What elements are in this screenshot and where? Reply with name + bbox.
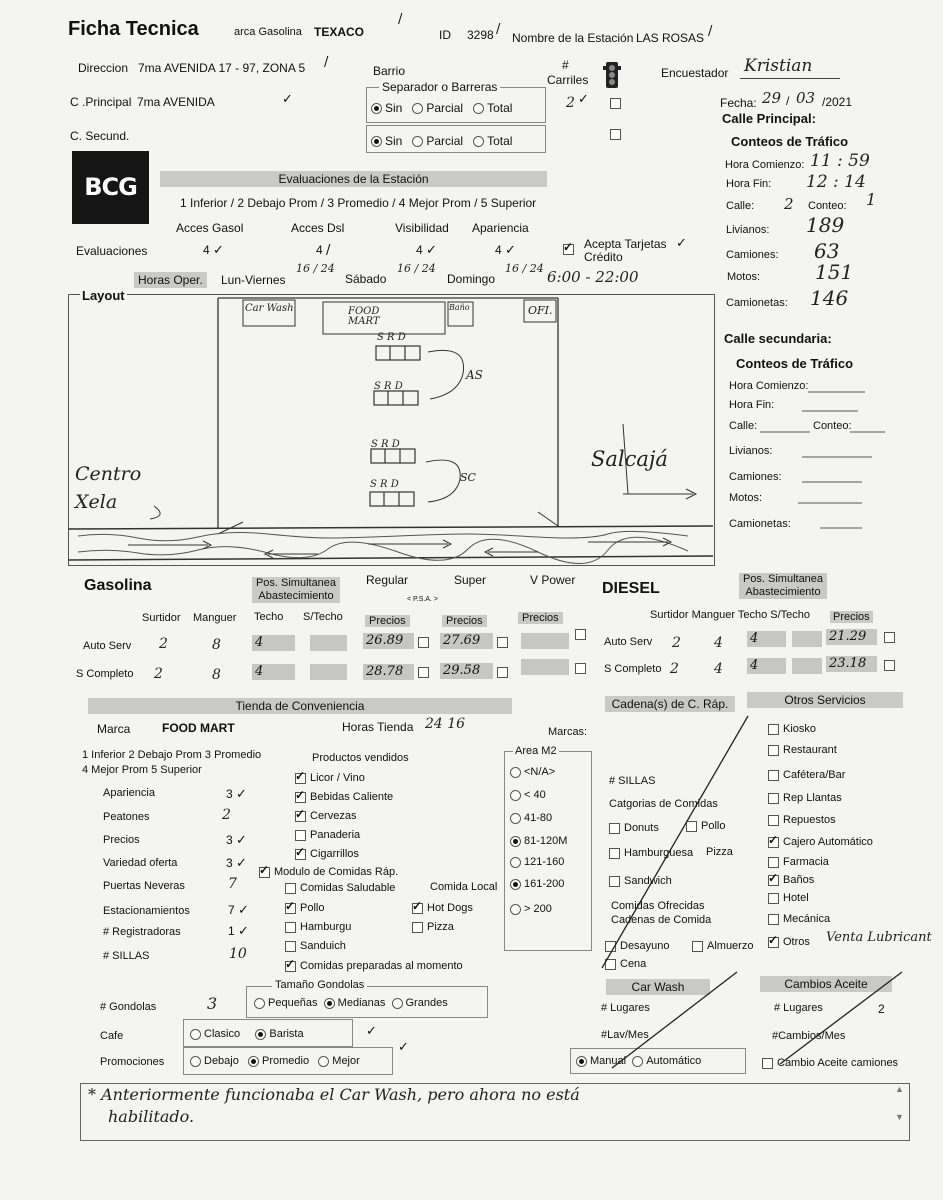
secundaria-blank-lines [720, 380, 890, 530]
scomp-regular-price: 28.78 [363, 664, 414, 680]
radio-parcial[interactable] [412, 103, 423, 114]
radio-grandes[interactable] [392, 998, 403, 1009]
otros-item[interactable]: Farmacia [768, 856, 829, 868]
cadenas-strike [598, 712, 758, 972]
livianos-label: Livianos: [726, 224, 770, 236]
otros-item[interactable]: Kiosko [768, 723, 816, 735]
cadenas-sillas: # SILLAS [609, 775, 656, 787]
comida-item[interactable]: Sanduich [285, 940, 346, 952]
separador-options-principal[interactable] [371, 101, 512, 115]
diesel-auto-label: Auto Serv [604, 636, 653, 648]
direccion-value: 7ma AVENIDA 17 - 97, ZONA 5 [138, 61, 306, 75]
radio-promedio[interactable] [248, 1056, 259, 1067]
option-label: Sin [385, 134, 403, 148]
promo-options[interactable]: Debajo Promedio Mejor [190, 1055, 360, 1067]
rating-value: 7 [228, 876, 237, 892]
rating-label: Estacionamientos [103, 905, 190, 917]
rating-label: # Registradoras [103, 926, 181, 938]
cadena-item-hamburguesa[interactable]: Hamburguesa [609, 847, 693, 859]
check-mark: ✓ [398, 1040, 409, 1055]
rating-value: 1 ✓ [228, 924, 249, 939]
cafe-label: Cafe [100, 1030, 124, 1042]
motos-value: 151 [815, 260, 854, 284]
comida-item[interactable]: Comidas Saludable [285, 882, 395, 894]
area-option[interactable]: 161-200 [510, 878, 564, 890]
otros-item[interactable]: Rep Llantas [768, 792, 842, 804]
conteo-value: 1 [866, 190, 877, 209]
cambios-mes: #Cambios/Mes [772, 1030, 846, 1042]
option-label: Parcial [426, 134, 464, 148]
layout-sc: SC [460, 471, 476, 484]
scomp-techo: 4 [252, 664, 295, 680]
tienda-bar: Tienda de Conveniencia [88, 698, 512, 714]
rating-label: Variedad oferta [103, 857, 178, 869]
horas-tienda-value: 24 16 [425, 716, 466, 732]
rating-label: # SILLAS [103, 950, 150, 962]
hora-fin-value: 12 : 14 [806, 172, 866, 192]
carriles-label: Carriles [547, 73, 589, 87]
tarjetas-checkbox[interactable] [563, 242, 578, 256]
eval-col-visibilidad: Visibilidad [395, 221, 449, 235]
separador-label: Separador o Barreras [379, 80, 500, 94]
calle-label: Calle: [726, 200, 755, 212]
barrio-label: Barrio [373, 64, 406, 78]
auto-vpower-cell [521, 633, 569, 649]
comida-item[interactable]: ✓Comidas preparadas al momento [285, 960, 463, 972]
layout-title: Layout [82, 288, 125, 303]
otros-value: Venta Lubricant [826, 930, 932, 945]
calle-secundaria-title: Calle secundaria: [724, 331, 832, 346]
layout-srd-3: S R D [371, 439, 400, 450]
scomp-manguer: 8 [212, 667, 221, 683]
motos-label: Motos: [727, 271, 761, 283]
diesel-auto-manguer: 4 [714, 635, 723, 651]
option-label: Total [487, 134, 513, 148]
tarjetas-label: Acepta Tarjetas Crédito [584, 237, 667, 264]
cambios-lugares: # Lugares [774, 1002, 823, 1014]
layout-srd-2: S R D [374, 381, 403, 392]
auto-regular-price: 26.89 [363, 633, 414, 649]
lunvie-label: Lun-Viernes [221, 273, 286, 287]
diesel-auto-precio: 21.29 [826, 629, 877, 645]
layout-foodmart: FOOD MART [348, 306, 380, 327]
diesel-scomp-techo: 4 [747, 658, 786, 674]
otros-item[interactable]: ✓Baños [768, 874, 814, 886]
diesel-scomp-stecho [792, 658, 822, 674]
id-label: ID [439, 28, 451, 42]
area-option[interactable]: < 40 [510, 789, 546, 801]
fecha-month: 03 [796, 89, 816, 107]
radio-mejor[interactable] [318, 1056, 329, 1067]
comida-local-label: Comida Local [430, 881, 498, 893]
radio-barista[interactable] [255, 1029, 266, 1040]
domingo-label: Domingo [447, 272, 496, 286]
traffic-light-icon [603, 60, 621, 90]
surtidor-header: Surtidor [142, 612, 181, 624]
evaluaciones-scale: 1 Inferior / 2 Debajo Prom / 3 Promedio / 4 Mejor Prom / 5 Superior [180, 196, 537, 210]
layout-srd-1: S R D [377, 332, 406, 343]
eval-value-acces-gasol: 4 ✓ [203, 243, 224, 258]
diesel-auto-cb[interactable] [884, 630, 899, 644]
evaluaciones-row-label: Evaluaciones [76, 244, 148, 258]
direccion-label: Direccion [78, 61, 129, 75]
rating-label: Precios [103, 834, 140, 846]
area-title: Area M2 [515, 745, 557, 757]
scomp-surtidor: 2 [154, 666, 163, 682]
diesel-scomp-cb[interactable] [884, 658, 899, 672]
auto-regular-cb[interactable] [418, 635, 433, 649]
radio-sin[interactable] [371, 103, 382, 114]
calle-sec-label: Calle: [729, 420, 758, 432]
eval-col-acces-gasol: Acces Gasol [176, 221, 244, 235]
rating-value: 3 ✓ [226, 787, 247, 802]
carwash-options[interactable]: Manual Automático [576, 1055, 701, 1067]
cadenas-categorias: Catgorias de Comidas [609, 798, 718, 810]
otros-item[interactable]: Cafétera/Bar [768, 769, 845, 781]
evaluaciones-bar: Evaluaciones de la Estación [160, 171, 547, 187]
tienda-scale-1: 1 Inferior 2 Debajo Prom 3 Promedio [82, 749, 262, 761]
check-mark: ✓ [676, 236, 687, 251]
auto-techo: 4 [252, 635, 295, 651]
otros-item[interactable]: ✓Otros [768, 936, 810, 948]
rating-label: Apariencia [103, 787, 155, 799]
carwash-lavmes: #Lav/Mes [601, 1029, 649, 1041]
otros-item[interactable]: Mecánica [768, 913, 830, 925]
domingo-value: 16 / 24 [505, 262, 544, 275]
precios-header-1: Precios [365, 615, 410, 627]
producto-item[interactable]: ✓Cervezas [295, 810, 356, 822]
scomp-super-cb[interactable] [497, 665, 512, 679]
rating-value: 10 [229, 946, 247, 962]
radio-total[interactable] [473, 103, 484, 114]
comida-item[interactable]: ✓Hot Dogs [412, 902, 473, 914]
camiones-sec-label: Camiones: [729, 471, 782, 483]
super-label: Super [454, 573, 487, 587]
area-box [504, 751, 592, 951]
sabado-label: Sábado [345, 272, 387, 286]
cadenas-bar: Cadena(s) de C. Ráp. [605, 696, 735, 712]
scroll-up-icon[interactable]: ▲ [895, 1084, 904, 1094]
carriles-hash: # [562, 58, 569, 72]
scroll-down-icon[interactable]: ▼ [895, 1112, 904, 1122]
note-line-1: * Anteriormente funcionaba el Car Wash, pero ahora no está [88, 1085, 580, 1104]
auto-stecho-cell [310, 635, 347, 651]
check-mark: ✓ [578, 92, 589, 107]
conteo-label: Conteo: [808, 200, 847, 212]
underline [740, 78, 840, 79]
cadena-item-sandwich[interactable]: Sandwich [609, 875, 672, 887]
diesel-scomp-manguer: 4 [714, 661, 723, 677]
station-label: Nombre de la Estación [512, 31, 634, 45]
comida-item[interactable]: Hamburgu [285, 921, 351, 933]
diesel-title: DIESEL [602, 580, 660, 597]
gasolina-title: Gasolina [84, 577, 152, 594]
cambios-bar: Cambios Aceite [760, 976, 892, 992]
check-mark: ✓ [282, 92, 293, 107]
area-option[interactable]: 81-120M [510, 835, 567, 847]
scomp-vpower-cb[interactable] [575, 661, 590, 675]
cadena-almuerzo[interactable]: Almuerzo [692, 940, 753, 952]
productos-title: Productos vendidos [312, 752, 409, 764]
camionetas-value: 146 [810, 286, 849, 310]
otros-item[interactable]: Repuestos [768, 814, 836, 826]
cadena-cena[interactable]: Cena [605, 958, 646, 970]
cambios-camiones[interactable]: Cambio Aceite camiones [762, 1057, 898, 1069]
precios-header-3: Precios [518, 612, 563, 624]
rating-value: 3 ✓ [226, 833, 247, 848]
motos-sec-label: Motos: [729, 492, 763, 504]
s-completo-label: S Completo [76, 668, 134, 680]
hora-comienzo-label: Hora Comienzo: [725, 159, 805, 171]
auto-super-cb[interactable] [497, 635, 512, 649]
hora-comienzo-sec-label: Hora Comienzo: [729, 380, 809, 392]
diesel-scomp-label: S Completo [604, 663, 662, 675]
radio-pequenas[interactable] [254, 998, 265, 1009]
cadena-item-pollo[interactable]: Pollo [686, 820, 725, 832]
marca-value: FOOD MART [162, 721, 235, 735]
producto-item[interactable]: ✓Licor / Vino [295, 772, 365, 784]
auto-super-price: 27.69 [440, 633, 493, 649]
eval-value-visibilidad: 4 ✓ [416, 243, 437, 258]
option-label: Sin [385, 101, 403, 115]
diesel-auto-techo: 4 [747, 631, 786, 647]
camionetas-label: Camionetas: [726, 297, 788, 309]
auto-manguer: 8 [212, 637, 221, 653]
check-mark: / [398, 12, 403, 27]
otros-item[interactable]: ✓Cajero Automático [768, 836, 873, 848]
separador-options-secundaria[interactable] [371, 134, 512, 148]
hora-comienzo-value: 11 : 59 [810, 151, 870, 171]
id-value: 3298 [467, 28, 494, 42]
auto-vpower-cb[interactable] [575, 627, 590, 641]
area-option[interactable]: 41-80 [510, 812, 552, 824]
marca-label: Marca [97, 722, 131, 736]
eval-col-apariencia: Apariencia [472, 221, 529, 235]
otros-item[interactable]: Hotel [768, 892, 809, 904]
promo-label: Promociones [100, 1056, 165, 1068]
diesel-precios-header: Precios [830, 611, 873, 623]
area-option[interactable]: <N/A> [510, 766, 555, 778]
layout-left-label: Centro Xela [75, 463, 142, 513]
comida-item[interactable]: ✓Pollo [285, 902, 324, 914]
camiones-value: 63 [814, 239, 840, 263]
techo-header: Techo [254, 611, 284, 623]
cprincipal-label: C .Principal [70, 95, 132, 109]
diesel-pos-label: Pos. Simultanea Abastecimiento [739, 573, 827, 599]
layout-ofi: OFI. [528, 304, 553, 317]
bcg-logo: BCG [72, 151, 149, 224]
tamano-options[interactable]: Pequeñas Medianas Grandes [254, 997, 448, 1009]
carwash-lugares: # Lugares [601, 1002, 650, 1014]
station-value: LAS ROSAS [636, 31, 705, 45]
horas-oper-label: Horas Oper. [134, 272, 207, 288]
rating-label: Puertas Neveras [103, 880, 185, 892]
modulo-comidas-item[interactable]: ✓Modulo de Comidas Ráp. [259, 866, 398, 878]
cadena-item-donuts[interactable]: Donuts [609, 822, 659, 834]
area-option[interactable]: > 200 [510, 903, 552, 915]
livianos-value: 189 [806, 213, 845, 237]
conteos-sec-title: Conteos de Tráfico [736, 356, 854, 371]
rating-value: 2 [222, 807, 231, 823]
gondolas-label: # Gondolas [100, 1001, 157, 1013]
carwash-strike [592, 968, 742, 1072]
carriles-value: 2 [566, 95, 575, 111]
diesel-scomp-precio: 23.18 [826, 656, 877, 672]
note-line-2: habilitado. [108, 1107, 195, 1126]
psa-label: < P.S.A. > [407, 596, 439, 603]
eval-value-acces-dsl: 4 / [316, 243, 331, 258]
camionetas-sec-label: Camionetas: [729, 518, 791, 530]
diesel-auto-surtidor: 2 [672, 635, 681, 651]
brand-label: arca Gasolina [234, 26, 302, 38]
tamano-label: Tamaño Gondolas [272, 979, 367, 991]
option-label: Total [487, 101, 513, 115]
diesel-header: Surtidor Manguer Techo S/Techo [650, 609, 810, 621]
otros-bar: Otros Servicios [747, 692, 903, 708]
brand-value: TEXACO [314, 25, 365, 39]
eval-value-apariencia: 4 ✓ [495, 243, 516, 258]
sabado-value: 16 / 24 [397, 262, 436, 275]
layout-srd-4: S R D [370, 479, 399, 490]
csecund-label: C. Secund. [70, 129, 130, 143]
stecho-header: S/Techo [303, 611, 343, 623]
form-title: Ficha Tecnica [68, 18, 199, 40]
area-option[interactable]: 121-160 [510, 856, 564, 868]
horas-range: 6:00 - 22:00 [547, 268, 639, 286]
producto-item[interactable]: ✓Bebidas Caliente [295, 791, 393, 803]
radio-total[interactable] [473, 136, 484, 147]
check-mark: / [324, 55, 329, 70]
radio-manual[interactable] [576, 1056, 587, 1067]
cadena-item-pizza: Pizza [706, 846, 733, 858]
fecha-label: Fecha: [720, 96, 757, 110]
livianos-sec-label: Livianos: [729, 445, 773, 457]
manguer-header: Manguer [193, 612, 237, 624]
option-label: Parcial [426, 101, 464, 115]
eval-col-acces-dsl: Acces Dsl [291, 221, 345, 235]
scomp-stecho-cell [310, 664, 347, 680]
cambios-strike [772, 968, 912, 1068]
checkbox-carriles-1[interactable] [610, 96, 625, 110]
tienda-scale-2: 4 Mejor Prom 5 Superior [82, 764, 202, 776]
marcas-label: Marcas: [548, 726, 588, 738]
radio-parcial[interactable] [412, 136, 423, 147]
layout-as: AS [466, 368, 483, 382]
hora-fin-sec-label: Hora Fin: [729, 399, 775, 411]
lunvie-value: 16 / 24 [296, 262, 335, 275]
radio-clasico[interactable] [190, 1029, 201, 1040]
fecha-slash: / [786, 94, 790, 108]
scomp-regular-cb[interactable] [418, 665, 433, 679]
encuestador-label: Encuestador [661, 66, 729, 80]
fecha-year: /2021 [822, 95, 853, 109]
calle-value: 2 [784, 195, 794, 213]
cadenas-ofrecidas-1: Comidas Ofrecidas [611, 900, 705, 912]
producto-item[interactable]: Panaderia [295, 829, 360, 841]
cprincipal-value: 7ma AVENIDA [137, 95, 215, 109]
radio-medianas[interactable] [324, 998, 335, 1009]
fecha-day: 29 [762, 89, 782, 107]
carwash-bar: Car Wash [606, 979, 710, 995]
checkbox-carriles-2[interactable] [610, 127, 625, 141]
auto-surtidor: 2 [159, 636, 168, 652]
layout-right-label: Salcajá [591, 447, 668, 471]
conteos-title: Conteos de Tráfico [731, 134, 849, 149]
scomp-vpower-cell [521, 659, 569, 675]
diesel-auto-stecho [792, 631, 822, 647]
encuestador-value: Kristian [744, 56, 813, 76]
cafe-options[interactable]: Clasico Barista [190, 1028, 304, 1040]
check-mark: ✓ [366, 1024, 377, 1039]
horas-tienda-label: Horas Tienda [342, 720, 414, 734]
regular-label: Regular [366, 573, 409, 587]
layout-bano: Baño [449, 303, 470, 312]
layout-carwash: Car Wash [245, 303, 294, 314]
otros-item[interactable]: Restaurant [768, 744, 837, 756]
diesel-scomp-surtidor: 2 [670, 661, 679, 677]
scomp-super-price: 29.58 [440, 663, 493, 679]
rating-value: 3 ✓ [226, 856, 247, 871]
cadena-desayuno[interactable]: Desayuno [605, 940, 670, 952]
vpower-label: V Power [530, 573, 576, 587]
precios-header-2: Precios [442, 615, 487, 627]
check-mark: / [708, 24, 713, 39]
comida-item[interactable]: Pizza [412, 921, 454, 933]
check-mark: / [496, 22, 501, 37]
gasolina-pos-label: Pos. Simultanea Abastecimiento [252, 577, 340, 603]
cambios-lugares-value: 2 [878, 1002, 885, 1016]
auto-serv-label: Auto Serv [83, 640, 132, 652]
rating-value: 7 ✓ [228, 903, 249, 918]
camiones-label: Camiones: [726, 249, 779, 261]
cadenas-ofrecidas-2: Cadenas de Comida [611, 914, 712, 926]
hora-fin-label: Hora Fin: [726, 178, 772, 190]
radio-debajo[interactable] [190, 1056, 201, 1067]
calle-principal-title: Calle Principal: [722, 111, 816, 126]
gondolas-value: 3 [207, 994, 218, 1013]
conteo-sec-label: Conteo: [813, 420, 852, 432]
producto-item[interactable]: ✓Cigarrillos [295, 848, 359, 860]
rating-label: Peatones [103, 811, 150, 823]
radio-sin[interactable] [371, 136, 382, 147]
